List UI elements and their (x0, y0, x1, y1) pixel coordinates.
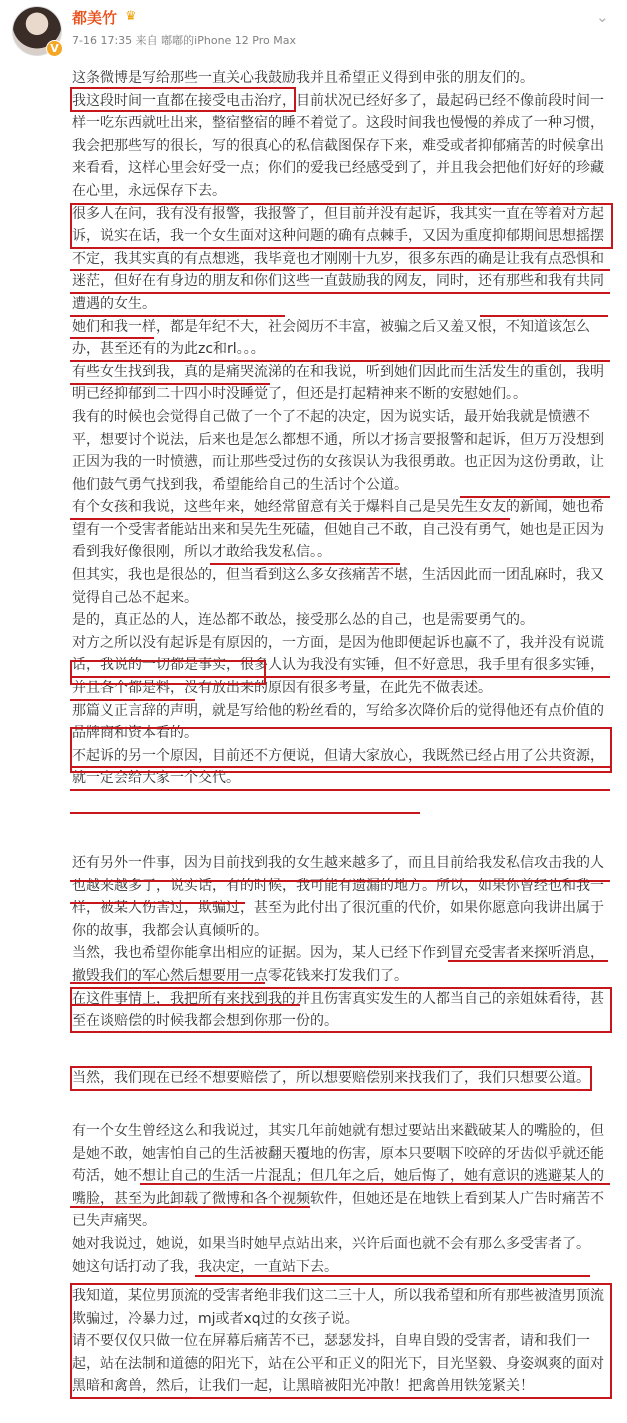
post-paragraph: 我知道，某位男顶流的受害者绝非我们这二三十人，所以我希望和所有那些被渣男顶流 欺骗过，冷暴力过，mj或者xq过的女孩子说。 请不要仅仅只做一位在屏幕后痛苦不已，瑟瑟发抖，自卑自毁的受害者，请和我们一 起，站在法制和道德的阳光下，站在公平和正义的阳光下，目光坚毅、身姿飒爽的面对 黑暗和禽兽，然后，让我们一起，让黑暗被阳光冲散！把禽兽用铁笼紧关！ (72, 1288, 604, 1395)
underline-mark (70, 812, 420, 814)
post-time: 7-16 17:35 (72, 34, 133, 47)
underline-mark (70, 789, 610, 791)
underline-mark (70, 880, 610, 882)
highlight-box (70, 660, 266, 685)
post-paragraph: 这条微博是写给那些一直关心我鼓励我并且希望正义得到申张的朋友们的。 我这段时间一直都在接受电击治疗，目前状况已经好多了，最起码已经不像前段时间一 样一吃东西就吐出来，整宿整宿的睡不着觉了。这段时间我也慢慢的养成了一种习惯， 我会把那些写的很长，写的很真心的私信截图保存下来，难受或者抑郁痛苦的时候拿出 来看看，这样心里会好受一点；你们的爱我已经感受到了，并且我会把他们好好的珍藏 在心里，永远保存下去。 很多人在问，我有没有报警，我报警了，但目前并没有起诉，我其实一直在等着对方起 诉，说实在话，我一个女生面对这种问题的确有点棘手，又因为重度抑郁期间思想摇摆 不定，我其实真的有点想逃，我毕竟也才刚刚十九岁，很多东西的确是让我有点恐惧和 迷茫，但好在有身边的朋友和你们这些一直鼓励我的网友，同时，还有那些和我有共同 遭遇的女生。 她们和我一样，都是年纪不大，社会阅历不丰富，被骗之后又羞又恨，不知道该怎么 办，甚至还有的为此zc和rl。。。 有些女生找到我，真的是痛哭流涕的在和我说，听到她们因此而生活发生的重创，我明 明已经抑郁到二十四小时没睡觉了，但还是打起精神来不断的安慰她们。。 我有的时候也会觉得自己做了一个了不起的决定，因为说实话，最开始我就是愤懑不 平，想要讨个说法，后来也是怎么都想不通，所以才扬言要报警和起诉，但万万没想到 正因为我的一时愤懑，而让那些受过伤的女孩误认为我很勇敢。也正因为这份勇敢，让 他们鼓气勇气找到我，希望能给自己的生活讨个公道。 有个女孩和我说，这些年来，她经常留意有关于爆料自己是吴先生女友的新闻，她也希 望有一个受害者能站出来和吴先生死磕，但她自己不敢，自己没有勇气，她也是正因为 看到我好像很刚，所以才敢给我发私信。。 但其实，我也是很怂的，但当看到这么多女孩痛苦不堪，生活因此而一团乱麻时，我又 觉得自己怂不起来。 是的，真正怂的人，连怂都不敢怂，接受那么怂的自己，也是需要勇气的。 对方之所以没有起诉是有原因的，一方面，是因为他即便起诉也赢不了，我并没有说谎 话，我说的一切都是事实，很多人认为我没有实锤，但不好意思，我手里有很多实锤， 并且各个都是料，没有放出来的原因有很多考量，在此先不做表述。 那篇义正言辞的声明，就是写给他的粉丝看的，写给多次降价后的觉得他还有点价值的 品牌商和资本看的。 不起诉的另一个原因，目前还不方便说，但请大家放心，我既然已经占用了公共资源， 就一定会给大家一个交代。 (72, 70, 604, 787)
highlight-box (70, 203, 613, 249)
underline-mark (70, 1206, 310, 1208)
underline-mark (70, 518, 510, 520)
underline-mark (70, 337, 154, 339)
underline-mark (70, 1004, 300, 1006)
underline-mark (70, 902, 245, 904)
highlight-box (70, 1066, 592, 1091)
underline-mark (195, 1275, 590, 1277)
post-paragraph: 有一个女生曾经这么和我说过，其实几年前她就有想过要站出来戳破某人的嘴脸的，但 是她不敢，她害怕自己的生活被翻天覆地的伤害，原本只要咽下咬碎的牙齿似乎就还能 苟活，她不想让自己的生活一片混乱；但几年之后，她后悔了，她有意识的逃避某人的 嘴脸，甚至为此卸载了微博和各个视频软件，但她还是在地铁上看到某人广告时痛苦不 已失声痛哭。 她对我说过，她说，如果当时她早点站出来，兴许后面也就不会有那么多受害者了。 她这句话打动了我，我决定，一直站下去。 (72, 1123, 604, 1275)
underline-mark (70, 982, 265, 984)
user-name[interactable]: 都美竹 (72, 9, 118, 27)
underline-mark (70, 676, 610, 678)
post-meta (72, 32, 296, 48)
underline-mark (460, 496, 610, 498)
post-header (0, 0, 627, 66)
underline-mark (140, 1183, 610, 1185)
underline-mark (70, 292, 610, 294)
highlight-box (70, 1283, 612, 1399)
device-name[interactable]: 嘟嘟的iPhone 12 Pro Max (161, 34, 296, 47)
underline-mark (210, 563, 400, 565)
underline-mark (98, 247, 324, 249)
underline-mark (448, 960, 608, 962)
underline-mark (70, 269, 610, 271)
underline-mark (70, 383, 270, 385)
underline-mark (70, 360, 610, 362)
underline-mark (70, 766, 610, 768)
crown-icon: ♛ (125, 9, 137, 24)
verified-v-icon: V (46, 40, 63, 57)
underline-mark (70, 699, 195, 701)
underline-mark (70, 315, 285, 317)
post-paragraph: 还有另外一件事，因为目前找到我的女生越来越多了，而且目前给我发私信攻击我的人 也越来越多了，说实话，有的时候，我可能有遗漏的地方。所以，如果你曾经也和我一 样，被某人伤害过，欺骗过，甚至为此付出了很沉重的代价，如果你愿意向我讲出属于 你的故事，我都会认真倾听的。 当然，我也希望你能拿出相应的证据。因为，某人已经下作到冒充受害者来探听消息， 撤毁我们的军心然后想要用一点零花钱来打发我们了。 在这件事情上，我把所有来找到我的并且伤害真实发生的人都当自己的亲姐妹看待，甚 至在谈赔偿的时候我都会想到你那一份的。 (72, 855, 604, 1030)
highlight-box (70, 87, 296, 112)
via-label: 来自 (135, 34, 158, 47)
chevron-down-icon[interactable]: ⌄ (596, 8, 609, 26)
post-paragraph: 当然，我们现在已经不想要赔偿了，所以想要赔偿别来找我们了，我们只想要公道。 (72, 1070, 590, 1086)
highlight-box (70, 987, 612, 1033)
underline-mark (480, 315, 608, 317)
